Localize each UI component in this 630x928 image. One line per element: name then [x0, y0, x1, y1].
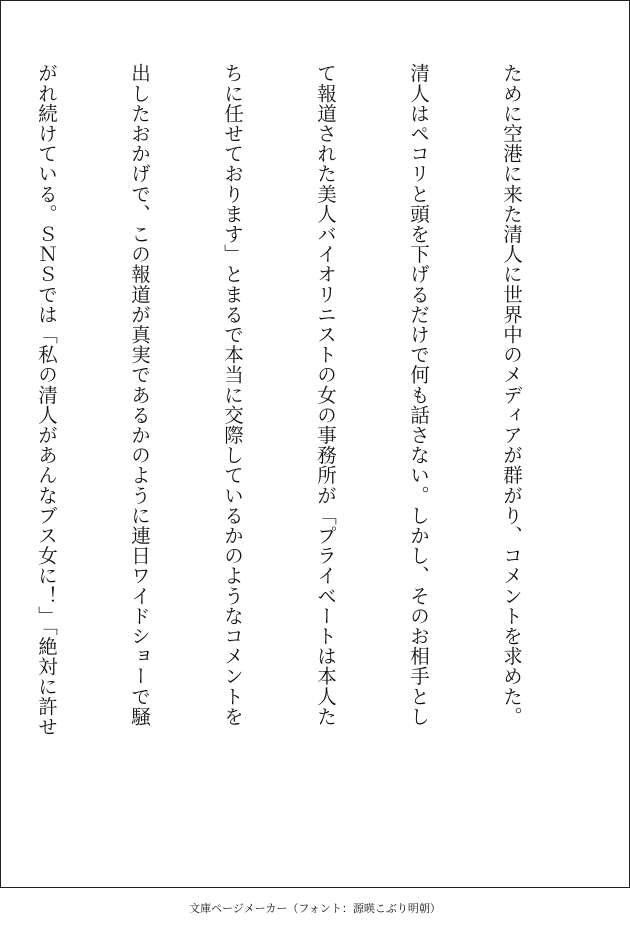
text-line: ために空港に来た清人に世界中のメディアが群がり、コメントを求めた。 [500, 63, 523, 727]
text-line: 出したおかげで、この報道が真実であるかのように連日ワイドショーで騒 [128, 63, 151, 727]
text-line: 清人はペコリと頭を下げるだけで何も話さない。しかし、そのお相手とし [407, 63, 430, 727]
text-line: ちに任せております」とまるで本当に交際しているかのようなコメントを [221, 63, 244, 727]
vertical-text-body [0, 63, 589, 863]
footer-credit: 文庫ページメーカー（フォント：源暎こぶり明朝） [189, 902, 441, 915]
text-line: て報道された美人バイオリニストの女の事務所が「プライベートは本人た [314, 63, 337, 727]
text-line: がれ続けている。ＳＮＳでは「私の清人があんなブス女に！」「絶対に許せ [35, 63, 58, 737]
